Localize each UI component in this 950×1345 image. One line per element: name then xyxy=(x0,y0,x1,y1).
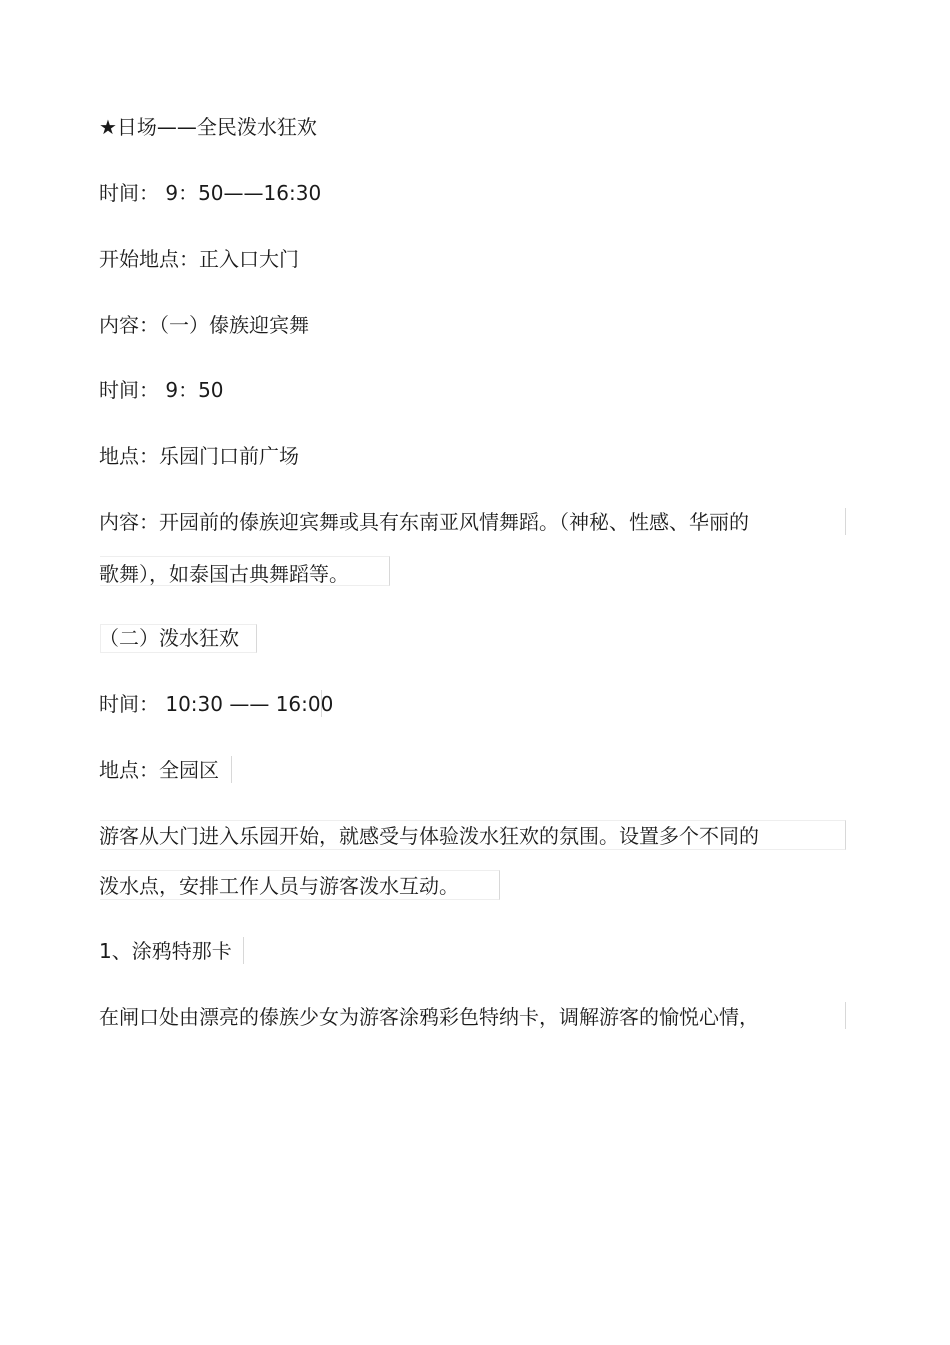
content-paragraph-line: 内容：开园前的傣族迎宾舞或具有东南亚风情舞蹈。（神秘、性感、华丽的 xyxy=(99,510,749,534)
time-line: 时间： 10:30 —— 16:00 xyxy=(99,692,334,716)
content-item-heading: 内容：（一）傣族迎宾舞 xyxy=(99,313,309,337)
time-line: 时间： 9：50 xyxy=(99,378,224,402)
section-heading-day-show: ★日场——全民泼水狂欢 xyxy=(99,115,317,139)
time-line: 时间： 9：50——16:30 xyxy=(99,181,322,205)
body-paragraph-line: 在闸口处由漂亮的傣族少女为游客涂鸦彩色特纳卡，调解游客的愉悦心情， xyxy=(99,1005,759,1029)
location-line: 地点：全园区 xyxy=(99,758,219,782)
body-paragraph-line: 泼水点，安排工作人员与游客泼水互动。 xyxy=(99,874,459,898)
body-paragraph-line: 游客从大门进入乐园开始，就感受与体验泼水狂欢的氛围。设置多个不同的 xyxy=(99,824,759,848)
subsection-heading: （二）泼水狂欢 xyxy=(99,626,239,650)
start-location-line: 开始地点：正入口大门 xyxy=(99,247,299,271)
list-item-heading: 1、涂鸦特那卡 xyxy=(99,939,232,963)
location-line: 地点：乐园门口前广场 xyxy=(99,444,299,468)
content-paragraph-line: 歌舞），如泰国古典舞蹈等。 xyxy=(99,562,349,586)
